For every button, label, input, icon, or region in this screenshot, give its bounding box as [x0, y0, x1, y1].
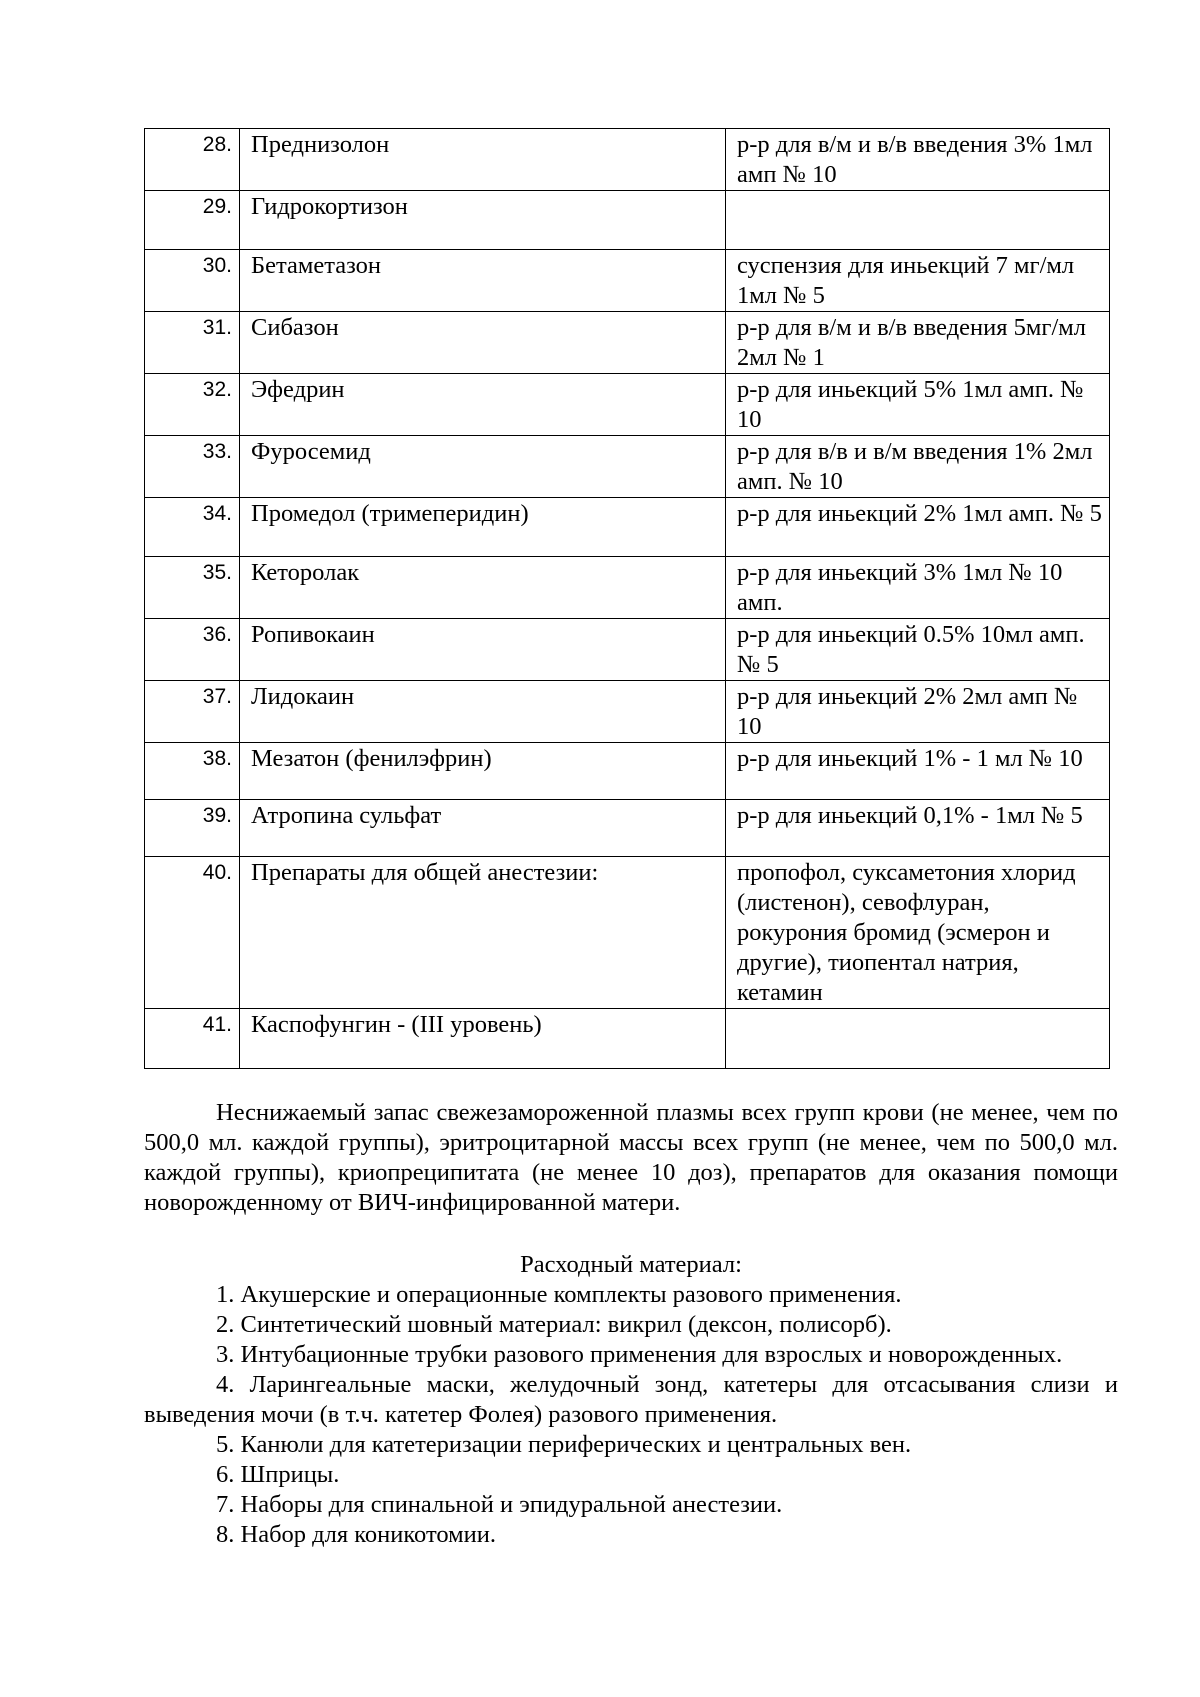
table-row — [145, 800, 1110, 857]
drug-name: Сибазон — [240, 312, 726, 374]
table-row — [145, 498, 1110, 557]
row-number: 32. — [145, 374, 240, 436]
drug-name: Кеторолак — [240, 557, 726, 619]
list-item: 6. Шприцы. — [216, 1461, 340, 1488]
drug-form: р-р для в/м и в/в введения 3% 1мл амп № 10 — [726, 129, 1110, 191]
table-row — [145, 374, 1110, 436]
row-number: 35. — [145, 557, 240, 619]
drug-form: р-р для в/в и в/м введения 1% 2мл амп. № 10 — [726, 436, 1110, 498]
list-item: 7. Наборы для спинальной и эпидуральной анестезии. — [216, 1491, 783, 1518]
table-row — [145, 1009, 1110, 1069]
row-number: 31. — [145, 312, 240, 374]
row-number: 29. — [145, 191, 240, 250]
table-row — [145, 250, 1110, 312]
list-item: 2. Синтетический шовный материал: викрил (дексон, полисорб). — [216, 1311, 892, 1338]
drug-form — [726, 1009, 1110, 1069]
table-row — [145, 129, 1110, 191]
list-item: 4. Ларингеальные маски, желудочный зонд, катетеры для отсасывания слизи и выведения мочи (в т.ч. катетер Фолея) разового применения. — [144, 1371, 1118, 1428]
drug-form: р-р для иньекций 3% 1мл № 10 амп. — [726, 557, 1110, 619]
row-number: 41. — [145, 1009, 240, 1069]
row-number: 38. — [145, 743, 240, 800]
drug-table — [144, 128, 1110, 1069]
drug-form: р-р для иньекций 5% 1мл амп. № 10 — [726, 374, 1110, 436]
drug-name: Гидрокортизон — [240, 191, 726, 250]
list-item: 1. Акушерские и операционные комплекты разового применения. — [216, 1281, 902, 1308]
drug-form: р-р для иньекций 2% 2мл амп № 10 — [726, 681, 1110, 743]
materials-title: Расходный материал: — [520, 1251, 742, 1278]
drug-form: р-р для иньекций 2% 1мл амп. № 5 — [726, 498, 1110, 557]
drug-form: р-р для иньекций 0,1% - 1мл № 5 — [726, 800, 1110, 857]
drug-form — [726, 191, 1110, 250]
drug-form: р-р для в/м и в/в введения 5мг/мл 2мл № 1 — [726, 312, 1110, 374]
row-number: 40. — [145, 857, 240, 1009]
table-row — [145, 681, 1110, 743]
drug-name: Лидокаин — [240, 681, 726, 743]
drug-name: Атропина сульфат — [240, 800, 726, 857]
table-row — [145, 743, 1110, 800]
row-number: 39. — [145, 800, 240, 857]
row-number: 37. — [145, 681, 240, 743]
list-item: 3. Интубационные трубки разового применения для взрослых и новорожденных. — [216, 1341, 1063, 1368]
drug-form: пропофол, суксаметония хлорид (листенон), севофлуран, рокурония бромид (эсмерон и другие), тиопентал натрия, кетамин — [726, 857, 1110, 1009]
row-number: 36. — [145, 619, 240, 681]
drug-name: Ропивокаин — [240, 619, 726, 681]
list-item: 5. Канюли для катетеризации периферических и центральных вен. — [216, 1431, 912, 1458]
row-number: 30. — [145, 250, 240, 312]
drug-name: Препараты для общей анестезии: — [240, 857, 726, 1009]
table-row — [145, 619, 1110, 681]
drug-name: Промедол (тримеперидин) — [240, 498, 726, 557]
table-row — [145, 436, 1110, 498]
drug-form: р-р для иньекций 0.5% 10мл амп. № 5 — [726, 619, 1110, 681]
reserve-paragraph: Неснижаемый запас свежезамороженной плазмы всех групп крови (не менее, чем по 500,0 мл. каждой группы), эритроцитарной массы всех групп (не менее, чем по 500,0 мл. каждой группы), криопреципитата (не менее 10 доз), препаратов для оказания помощи новорожденному от ВИЧ-инфицированной матери. — [144, 1099, 1118, 1216]
drug-form: р-р для иньекций 1% - 1 мл № 10 — [726, 743, 1110, 800]
drug-name: Преднизолон — [240, 129, 726, 191]
row-number: 34. — [145, 498, 240, 557]
table-row — [145, 312, 1110, 374]
row-number: 28. — [145, 129, 240, 191]
drug-name: Каспофунгин - (III уровень) — [240, 1009, 726, 1069]
table-row — [145, 557, 1110, 619]
list-item: 8. Набор для коникотомии. — [216, 1521, 496, 1548]
drug-name: Мезатон (фенилэфрин) — [240, 743, 726, 800]
drug-name: Бетаметазон — [240, 250, 726, 312]
drug-form: суспензия для иньекций 7 мг/мл 1мл № 5 — [726, 250, 1110, 312]
drug-name: Фуросемид — [240, 436, 726, 498]
row-number: 33. — [145, 436, 240, 498]
table-row — [145, 191, 1110, 250]
drug-name: Эфедрин — [240, 374, 726, 436]
table-row — [145, 857, 1110, 1009]
materials-list — [144, 1280, 1118, 1550]
